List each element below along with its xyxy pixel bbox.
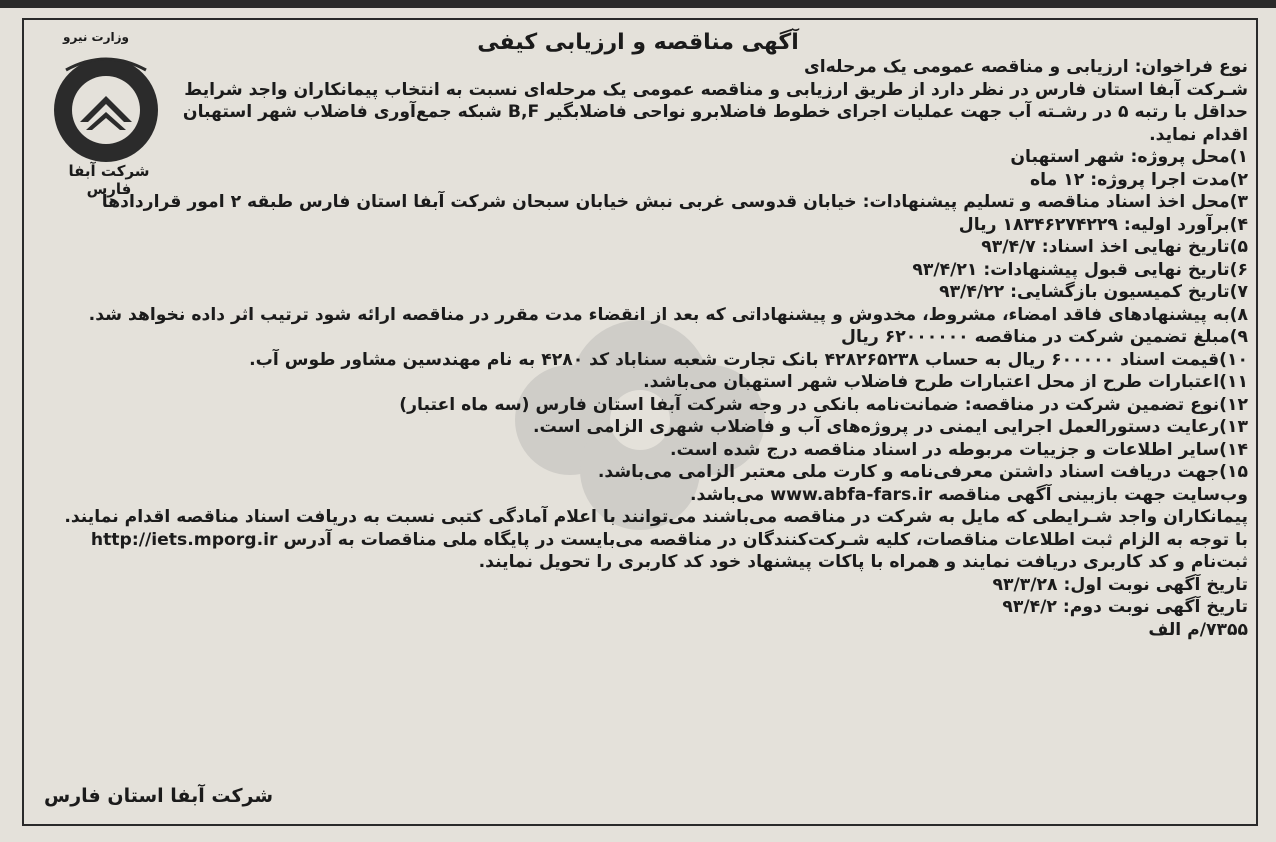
notice-line: اقدام نماید. bbox=[1149, 124, 1248, 145]
logo-company-label: شرکت آبفا فارس bbox=[68, 162, 150, 198]
signature: شرکت آبفا استان فارس bbox=[44, 785, 274, 807]
ministry-label: وزارت نیرو bbox=[63, 30, 129, 44]
notice-line: ۲)مدت اجرا پروژه: ۱۲ ماه bbox=[1030, 169, 1248, 190]
notice-line: حداقل با رتبه ۵ در رشـته آب جهت عملیات اجرای خطوط فاضلابرو نواحی فاضلابگیر B,F شبکه جمع‌آوری فاضلاب شهر استهبان bbox=[182, 102, 1248, 122]
notice-line: پیمانکاران واجد شـرایطی که مایل به شرکت در مناقصه می‌باشند می‌توانند با اعلام آمادگی کتبی نسبت به دریافت اسناد مناقصه اقدام نمایند. bbox=[64, 507, 1248, 527]
notice-line: ۱۵)جهت دریافت اسناد داشتن معرفی‌نامه و کارت ملی معتبر الزامی می‌باشد. bbox=[597, 462, 1248, 482]
notice-line: ۱۱)اعتبارات طرح از محل اعتبارات طرح فاضلاب شهر استهبان می‌باشد. bbox=[643, 372, 1248, 392]
notice-line: با توجه به الزام ثبت اطلاعات مناقصات، کلیه شـرکت‌کنندگان در مناقصه می‌بایست در پایگاه ملی مناقصات به آدرس http://iets.mporg.ir bbox=[90, 529, 1248, 550]
notice-line: ۷)تاریخ کمیسیون بازگشایی: ۹۳/۴/۲۲ bbox=[939, 282, 1248, 302]
notice-line: ۱۳)رعایت دستورالعمل اجرایی ایمنی در پروژه‌های آب و فاضلاب شهری الزامی است. bbox=[532, 417, 1248, 437]
notice-line: نوع فراخوان: ارزیابی و مناقصه عمومی یک مرحله‌ای bbox=[803, 57, 1248, 77]
notice-line: وب‌سایت جهت بازبینی آگهی مناقصه www.abfa-fars.ir می‌باشد. bbox=[690, 484, 1248, 505]
notice-line: ۱۲)نوع تضمین شرکت در مناقصه: ضمانت‌نامه بانکی در وجه شرکت آبفا استان فارس (سه ماه اعتبار) bbox=[399, 394, 1248, 415]
notice-line: تاریخ آگهی نوبت اول: ۹۳/۳/۲۸ bbox=[992, 574, 1248, 595]
notice-line: ۵)تاریخ نهایی اخذ اسناد: ۹۳/۴/۷ bbox=[981, 237, 1248, 257]
notice-body bbox=[33, 56, 1248, 641]
notice-line: ۶)تاریخ نهایی قبول پیشنهادات: ۹۳/۴/۲۱ bbox=[912, 259, 1248, 280]
notice-line: ۱۴)سایر اطلاعات و جزییات مربوطه در اسناد مناقصه درج شده است. bbox=[669, 439, 1248, 460]
notice-line: ثبت‌نام و کد کاربری دریافت نمایند و همراه با پاکات پیشنهاد خود کد کاربری را تحویل نمایند. bbox=[478, 552, 1248, 572]
notice-line: ۹)مبلغ تضمین شرکت در مناقصه ۶۲۰۰۰۰۰۰ ریال bbox=[841, 327, 1248, 347]
notice-line: ۱۰)قیمت اسناد ۶۰۰۰۰۰ ریال به حساب ۴۲۸۲۶۵۲۳۸ بانک تجارت شعبه سناباد کد ۴۲۸۰ به نام مهندسین مشاور طوس آب. bbox=[249, 349, 1248, 370]
notice-line: تاریخ آگهی نوبت دوم: ۹۳/۴/۲ bbox=[1002, 597, 1248, 617]
notice-title: آگهی مناقصه و ارزیابی کیفی bbox=[477, 30, 799, 55]
notice-line: ۸)به پیشنهادهای فاقد امضاء، مشروط، مخدوش و پیشنهاداتی که بعد از انقضاء مدت مقرر در مناقصه ارائه شود ترتیب اثر داده نخواهد شد. bbox=[88, 304, 1248, 325]
top-rule bbox=[0, 0, 1276, 8]
notice-line: ۴)برآورد اولیه: ۱۸۳۴۶۲۷۴۲۲۹ ریال bbox=[958, 214, 1248, 235]
notice-line: شـرکت آبفا استان فارس در نظر دارد از طریق ارزیابی و مناقصه عمومی یک مرحله‌ای نسبت به انتخاب پیمانکاران واجد شرایط bbox=[184, 79, 1248, 100]
notice-line: ۷۳۵۵/م الف bbox=[1148, 619, 1248, 640]
notice-line: ۱)محل پروژه: شهر استهبان bbox=[1010, 147, 1248, 167]
notice-line: ۳)محل اخذ اسناد مناقصه و تسلیم پیشنهادات: خیابان قدوسی غربی نبش خیابان سبحان شرکت آبفا استان فارس طبقه ۲ امور قراردادها bbox=[101, 192, 1248, 212]
